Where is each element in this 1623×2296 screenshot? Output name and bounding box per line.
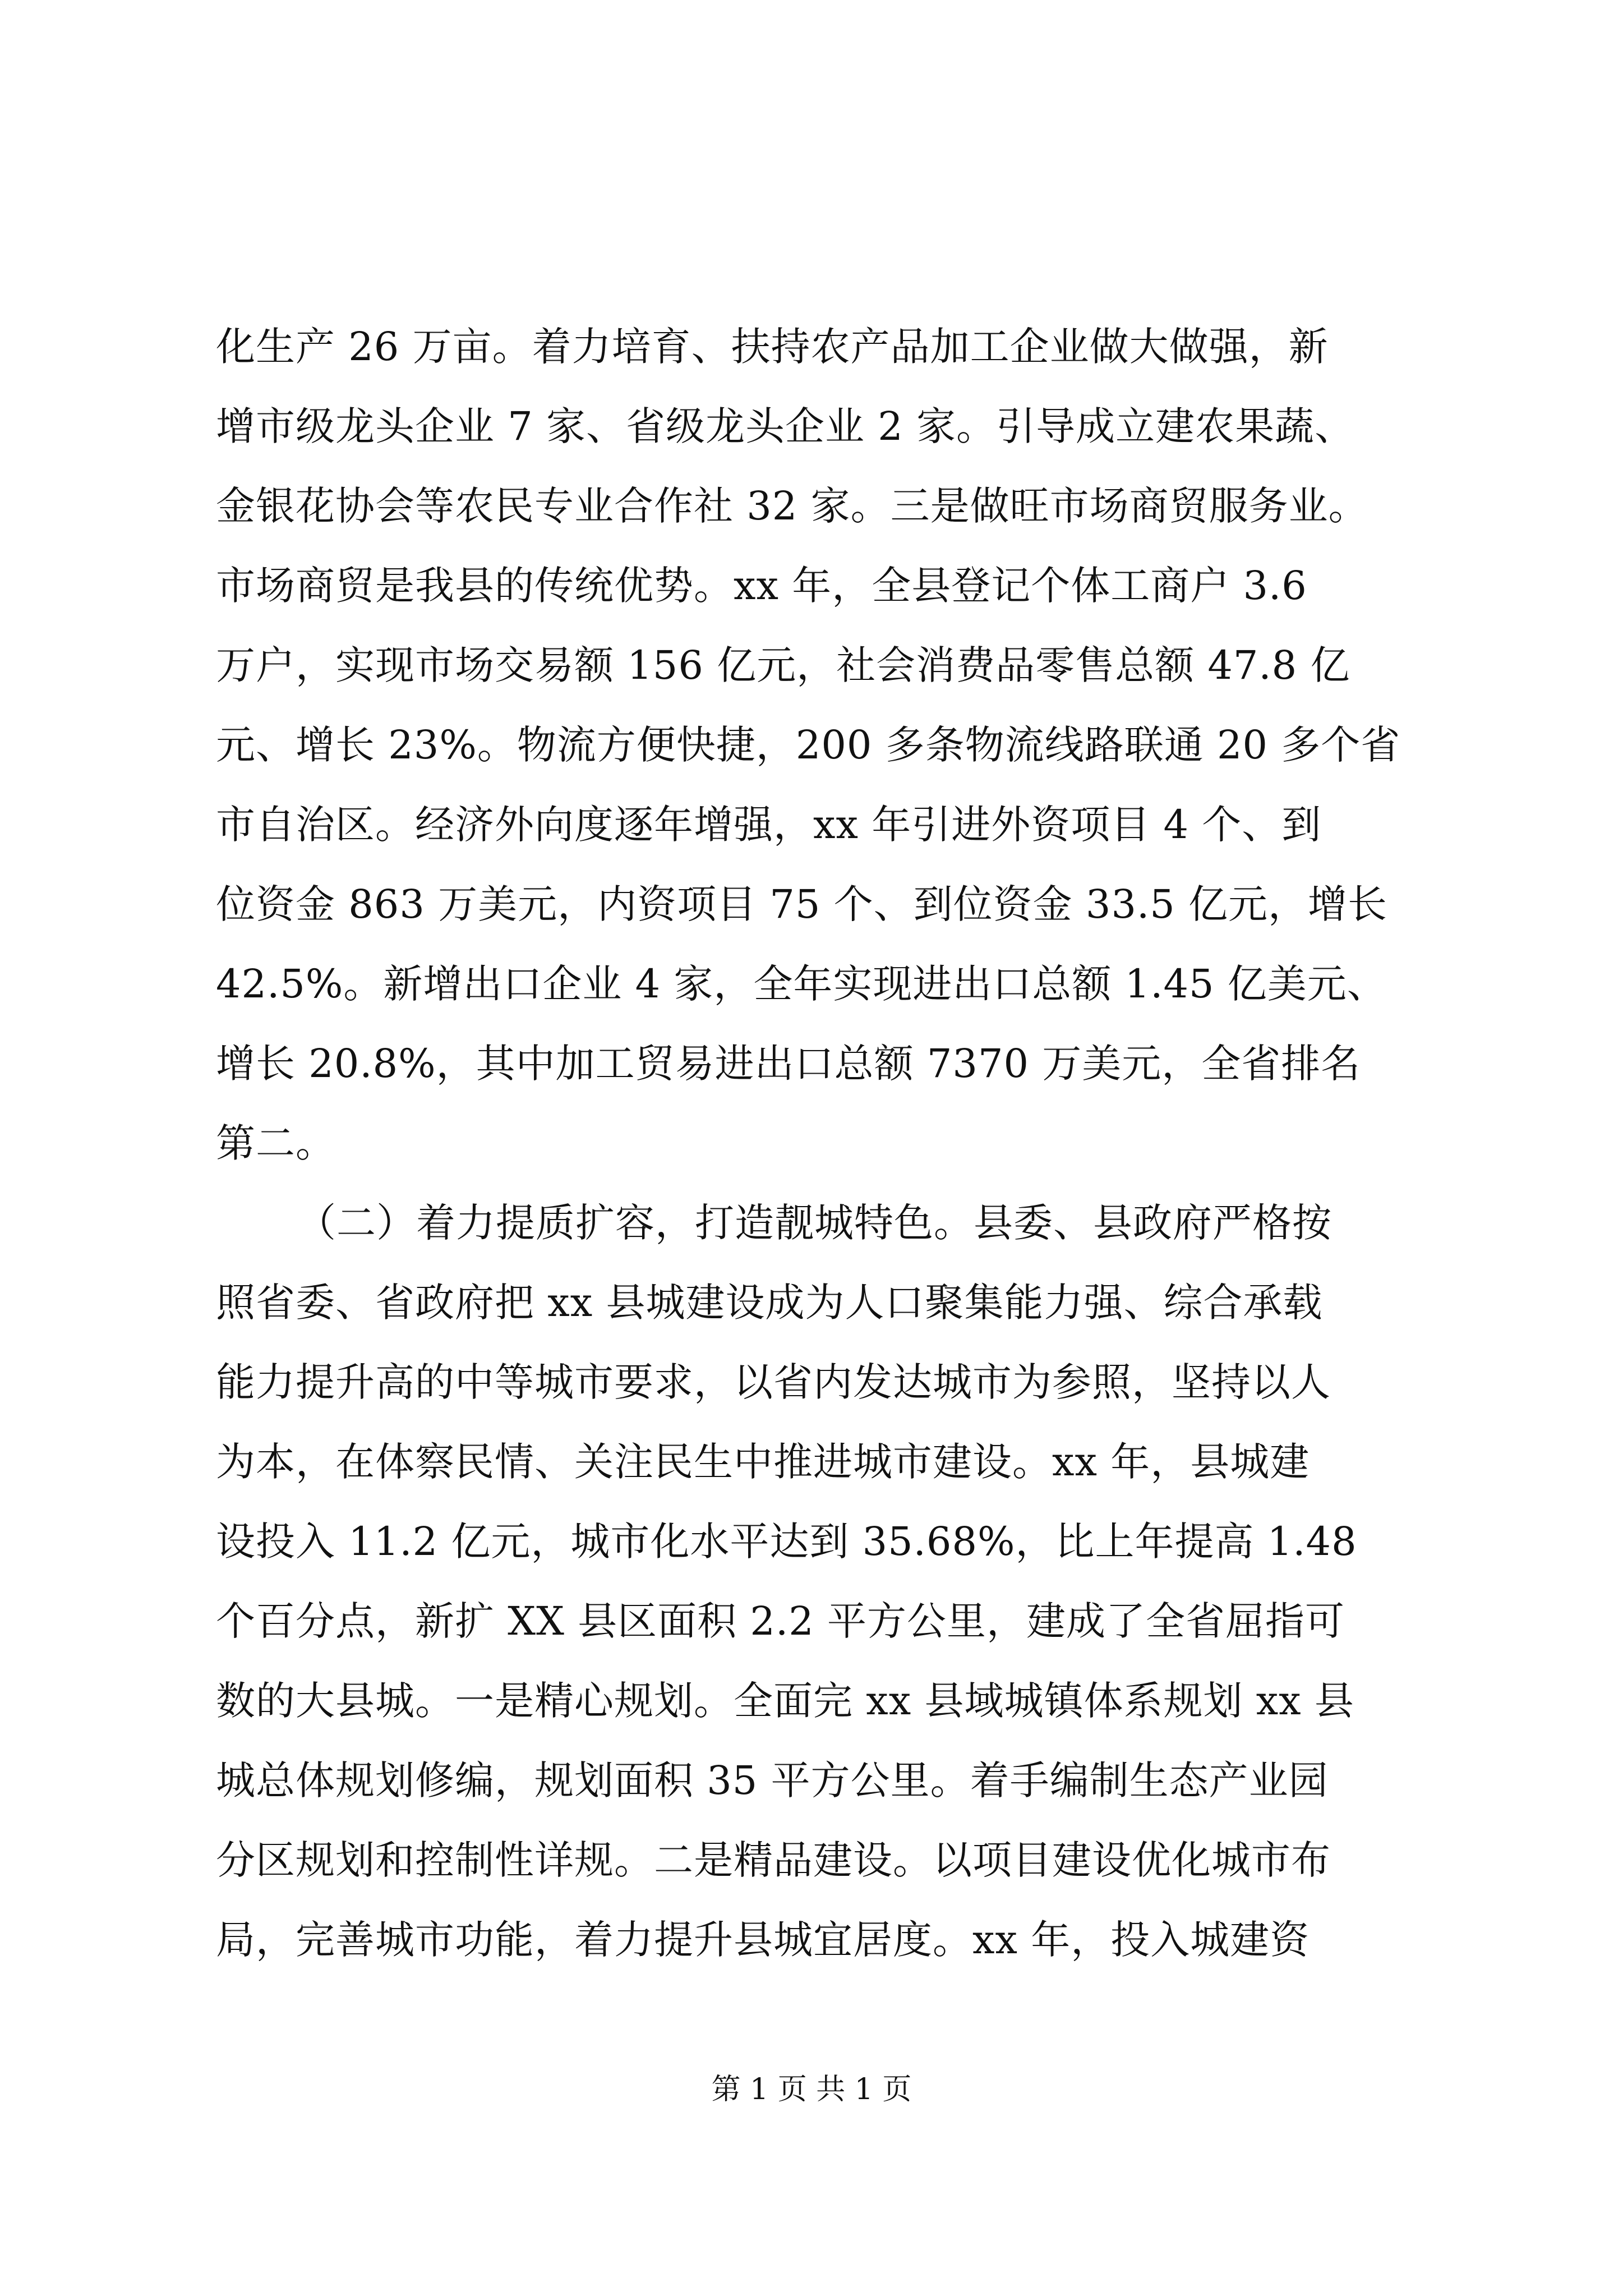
text-line: 市自治区。经济外向度逐年增强，xx 年引进外资项目 4 个、到 bbox=[216, 802, 1322, 848]
text-line: 为本，在体察民情、关注民生中推进城市建设。xx 年，县城建 bbox=[216, 1439, 1310, 1485]
text-line: 数的大县城。一是精心规划。全面完 xx 县域城镇体系规划 xx 县 bbox=[216, 1678, 1354, 1724]
text-line: 城总体规划修编，规划面积 35 平方公里。着手编制生态产业园 bbox=[216, 1757, 1329, 1803]
text-line: 第二。 bbox=[216, 1120, 335, 1166]
text-line: 设投入 11.2 亿元，城市化水平达到 35.68%，比上年提高 1.48 bbox=[216, 1519, 1357, 1565]
text-line: 增市级龙头企业 7 家、省级龙头企业 2 家。引导成立建农果蔬、 bbox=[216, 403, 1355, 449]
text-line: 能力提升高的中等城市要求，以省内发达城市为参照，坚持以人 bbox=[216, 1359, 1331, 1405]
text-line: 局，完善城市功能，着力提升县城宜居度。xx 年，投入城建资 bbox=[216, 1917, 1310, 1963]
text-line: 42.5%。新增出口企业 4 家，全年实现进出口总额 1.45 亿美元、 bbox=[216, 961, 1387, 1007]
paragraph-heading-line: （二）着力提质扩容，打造靓城特色。县委、县政府严格按 bbox=[297, 1200, 1332, 1246]
text-line: 照省委、省政府把 xx 县城建设成为人口聚集能力强、综合承载 bbox=[216, 1280, 1323, 1326]
text-line: 个百分点，新扩 XX 县区面积 2.2 平方公里，建成了全省屈指可 bbox=[216, 1598, 1345, 1644]
text-line: 元、增长 23%。物流方便快捷，200 多条物流线路联通 20 多个省 bbox=[216, 722, 1401, 768]
text-line: 分区规划和控制性详规。二是精品建设。以项目建设优化城市布 bbox=[216, 1837, 1331, 1883]
text-line: 增长 20.8%，其中加工贸易进出口总额 7370 万美元，全省排名 bbox=[216, 1041, 1361, 1087]
page-footer: 第 1 页 共 1 页 bbox=[711, 2073, 912, 2106]
text-line: 万户，实现市场交易额 156 亿元，社会消费品零售总额 47.8 亿 bbox=[216, 642, 1350, 688]
text-line: 位资金 863 万美元，内资项目 75 个、到位资金 33.5 亿元，增长 bbox=[216, 881, 1388, 927]
text-line: 化生产 26 万亩。着力培育、扶持农产品加工企业做大做强，新 bbox=[216, 324, 1329, 370]
text-line: 市场商贸是我县的传统优势。xx 年，全县登记个体工商户 3.6 bbox=[216, 563, 1307, 609]
text-line: 金银花协会等农民专业合作社 32 家。三是做旺市场商贸服务业。 bbox=[216, 483, 1368, 529]
